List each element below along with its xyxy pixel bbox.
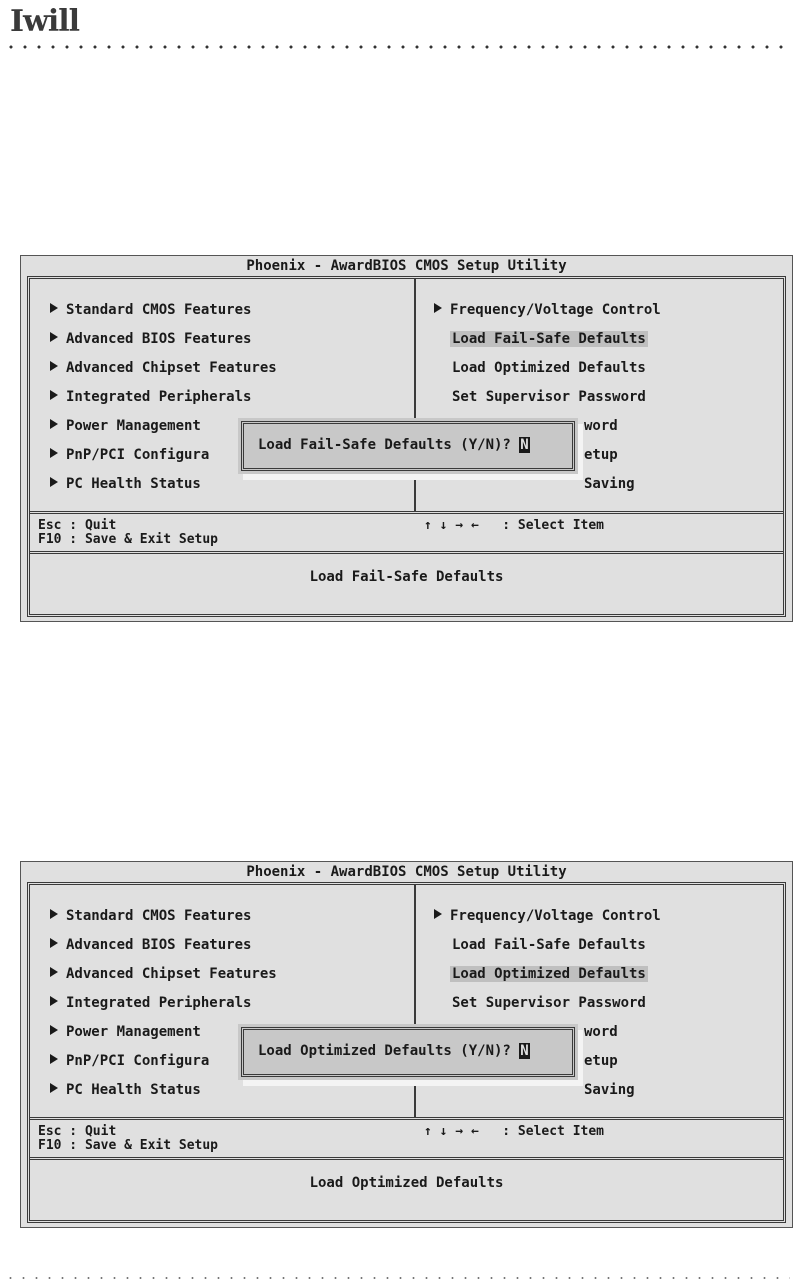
dialog-frame [241, 421, 575, 471]
menu-item-pnp-pci[interactable]: PnP/PCI Configura [50, 446, 209, 464]
status-divider [30, 551, 783, 554]
menu-item-integrated-peripherals[interactable]: Integrated Peripherals [50, 388, 251, 406]
menu-item-advanced-chipset[interactable]: Advanced Chipset Features [50, 965, 277, 983]
submenu-arrow-icon [434, 303, 442, 313]
submenu-arrow-icon [434, 909, 442, 919]
submenu-arrow-icon [50, 1025, 58, 1035]
bios-frame [27, 276, 786, 617]
submenu-arrow-icon [50, 419, 58, 429]
menu-item-save-exit[interactable]: etup [584, 1053, 618, 1069]
confirm-dialog [238, 418, 578, 474]
submenu-arrow-icon [50, 1083, 58, 1093]
menu-item-standard-cmos[interactable]: Standard CMOS Features [50, 301, 251, 319]
status-line: Load Fail-Safe Defaults [309, 569, 504, 585]
help-select-item: ↑ ↓ → ← : Select Item [424, 1124, 605, 1139]
menu-item-standard-cmos[interactable]: Standard CMOS Features [50, 907, 251, 925]
bios-frame [27, 882, 786, 1223]
menu-item-exit-without-saving[interactable]: Saving [584, 1082, 635, 1098]
submenu-arrow-icon [50, 938, 58, 948]
menu-item-integrated-peripherals[interactable]: Integrated Peripherals [50, 994, 251, 1012]
menu-item-power-management[interactable]: Power Management [50, 417, 201, 435]
submenu-arrow-icon [50, 1054, 58, 1064]
help-f10-save-exit: F10 : Save & Exit Setup [38, 532, 219, 547]
menu-item-advanced-chipset[interactable]: Advanced Chipset Features [50, 359, 277, 377]
dialog-input-value[interactable]: N [520, 1043, 529, 1059]
submenu-arrow-icon [50, 361, 58, 371]
help-esc-quit: Esc : Quit [38, 518, 117, 533]
menu-item-supervisor-password[interactable]: Set Supervisor Password [452, 389, 646, 405]
menu-item-user-password[interactable]: word [584, 418, 618, 434]
menu-item-save-exit[interactable]: etup [584, 447, 618, 463]
menu-item-pc-health[interactable]: PC Health Status [50, 1081, 201, 1099]
submenu-arrow-icon [50, 967, 58, 977]
bios-title: Phoenix - AwardBIOS CMOS Setup Utility [246, 864, 567, 880]
confirm-dialog [238, 1024, 578, 1080]
menu-item-frequency-voltage[interactable]: Frequency/Voltage Control [434, 301, 661, 319]
menu-item-frequency-voltage[interactable]: Frequency/Voltage Control [434, 907, 661, 925]
bottom-dotted-rule [4, 1276, 790, 1280]
submenu-arrow-icon [50, 477, 58, 487]
iwill-logo [4, 0, 114, 44]
help-select-item: ↑ ↓ → ← : Select Item [424, 518, 605, 533]
menu-item-supervisor-password[interactable]: Set Supervisor Password [452, 995, 646, 1011]
menu-item-load-fail-safe[interactable]: Load Fail-Safe Defaults [452, 937, 646, 953]
bios-title: Phoenix - AwardBIOS CMOS Setup Utility [246, 258, 567, 274]
status-line: Load Optimized Defaults [309, 1175, 504, 1191]
status-divider [30, 1157, 783, 1160]
menu-item-advanced-bios[interactable]: Advanced BIOS Features [50, 936, 251, 954]
menu-item-exit-without-saving[interactable]: Saving [584, 476, 635, 492]
menu-item-load-fail-safe[interactable]: Load Fail-Safe Defaults [452, 331, 646, 347]
submenu-arrow-icon [50, 448, 58, 458]
menu-item-load-optimized[interactable]: Load Optimized Defaults [452, 360, 646, 376]
dialog-frame [241, 1027, 575, 1077]
menu-item-load-optimized[interactable]: Load Optimized Defaults [452, 966, 646, 982]
menu-item-power-management[interactable]: Power Management [50, 1023, 201, 1041]
menu-item-user-password[interactable]: word [584, 1024, 618, 1040]
help-divider [30, 511, 783, 514]
menu-divider [414, 885, 416, 1117]
help-esc-quit: Esc : Quit [38, 1124, 117, 1139]
dialog-input-value[interactable]: N [520, 437, 529, 453]
submenu-arrow-icon [50, 390, 58, 400]
submenu-arrow-icon [50, 303, 58, 313]
top-dotted-rule [4, 44, 790, 50]
logo-text: Iwill [10, 4, 80, 39]
submenu-arrow-icon [50, 996, 58, 1006]
help-divider [30, 1117, 783, 1120]
submenu-arrow-icon [50, 909, 58, 919]
menu-item-advanced-bios[interactable]: Advanced BIOS Features [50, 330, 251, 348]
menu-divider [414, 279, 416, 511]
help-f10-save-exit: F10 : Save & Exit Setup [38, 1138, 219, 1153]
menu-item-pc-health[interactable]: PC Health Status [50, 475, 201, 493]
menu-item-pnp-pci[interactable]: PnP/PCI Configura [50, 1052, 209, 1070]
dialog-prompt: Load Fail-Safe Defaults (Y/N)? N [258, 437, 529, 453]
bios-screen-fail-safe [20, 255, 793, 622]
bios-screen-optimized [20, 861, 793, 1228]
submenu-arrow-icon [50, 332, 58, 342]
dialog-prompt: Load Optimized Defaults (Y/N)? N [258, 1043, 529, 1059]
